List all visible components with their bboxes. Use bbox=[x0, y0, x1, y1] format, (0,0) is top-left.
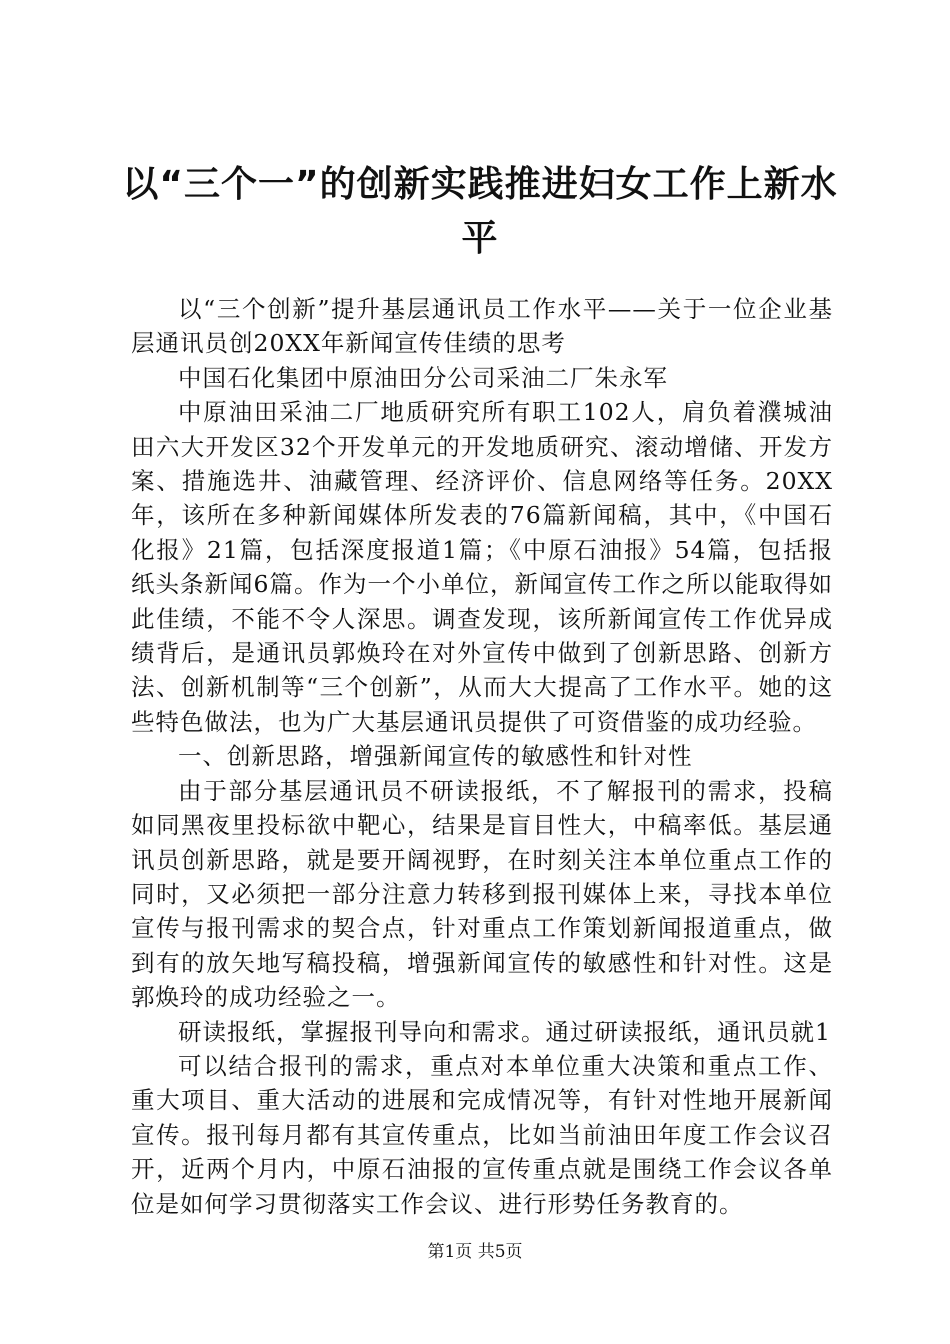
document-body bbox=[131, 292, 833, 1221]
page-number: 第1页 共5页 bbox=[427, 1242, 523, 1262]
subtitle-paragraph: 以“三个创新”提升基层通讯员工作水平——关于一位企业基层通讯员创20XX年新闻宣传佳绩的思考 bbox=[131, 295, 833, 358]
document-title: 以“三个一”的创新实践推进妇女工作上新水平 bbox=[122, 164, 838, 259]
author-line: 中国石化集团中原油田分公司采油二厂朱永军 bbox=[178, 363, 668, 392]
body-paragraph: 研读报纸，掌握报刊导向和需求。通过研读报纸，通讯员就1 bbox=[178, 1017, 831, 1046]
section-heading: 一、创新思路，增强新闻宣传的敏感性和针对性 bbox=[178, 742, 693, 771]
body-paragraph: 中原油田采油二厂地质研究所有职工102人，肩负着濮城油田六大开发区32个开发单元的开发地质研究、滚动增储、开发方案、措施选井、油藏管理、经济评价、信息网络等任务。20XX年，该所在多种新闻媒体所发表的76篇新闻稿，其中，《中国石化报》21篇，包括深度报道1篇；《中原石油报》54篇，包括报纸头条新闻6篇。作为一个小单位，新闻宣传工作之所以能取得如此佳绩，不能不令人深思。调查发现，该所新闻宣传工作优异成绩背后，是通讯员郭焕玲在对外宣传中做到了创新思路、创新方法、创新机制等“三个创新”，从而大大提高了工作水平。她的这些特色做法，也为广大基层通讯员提供了可资借鉴的成功经验。 bbox=[131, 398, 833, 736]
body-paragraph: 可以结合报刊的需求，重点对本单位重大决策和重点工作、重大项目、重大活动的进展和完成情况等，有针对性地开展新闻宣传。报刊每月都有其宣传重点，比如当前油田年度工作会议召开，近两个月内，中原石油报的宣传重点就是围绕工作会议各单位是如何学习贯彻落实工作会议、进行形势任务教育的。 bbox=[131, 1051, 833, 1218]
body-paragraph: 由于部分基层通讯员不研读报纸，不了解报刊的需求，投稿如同黑夜里投标欲中靶心，结果是盲目性大，中稿率低。基层通讯员创新思路，就是要开阔视野，在时刻关注本单位重点工作的同时，又必须把一部分注意力转移到报刊媒体上来，寻找本单位宣传与报刊需求的契合点，针对重点工作策划新闻报道重点，做到有的放矢地写稿投稿，增强新闻宣传的敏感性和针对性。这是郭焕玲的成功经验之一。 bbox=[131, 776, 833, 1012]
